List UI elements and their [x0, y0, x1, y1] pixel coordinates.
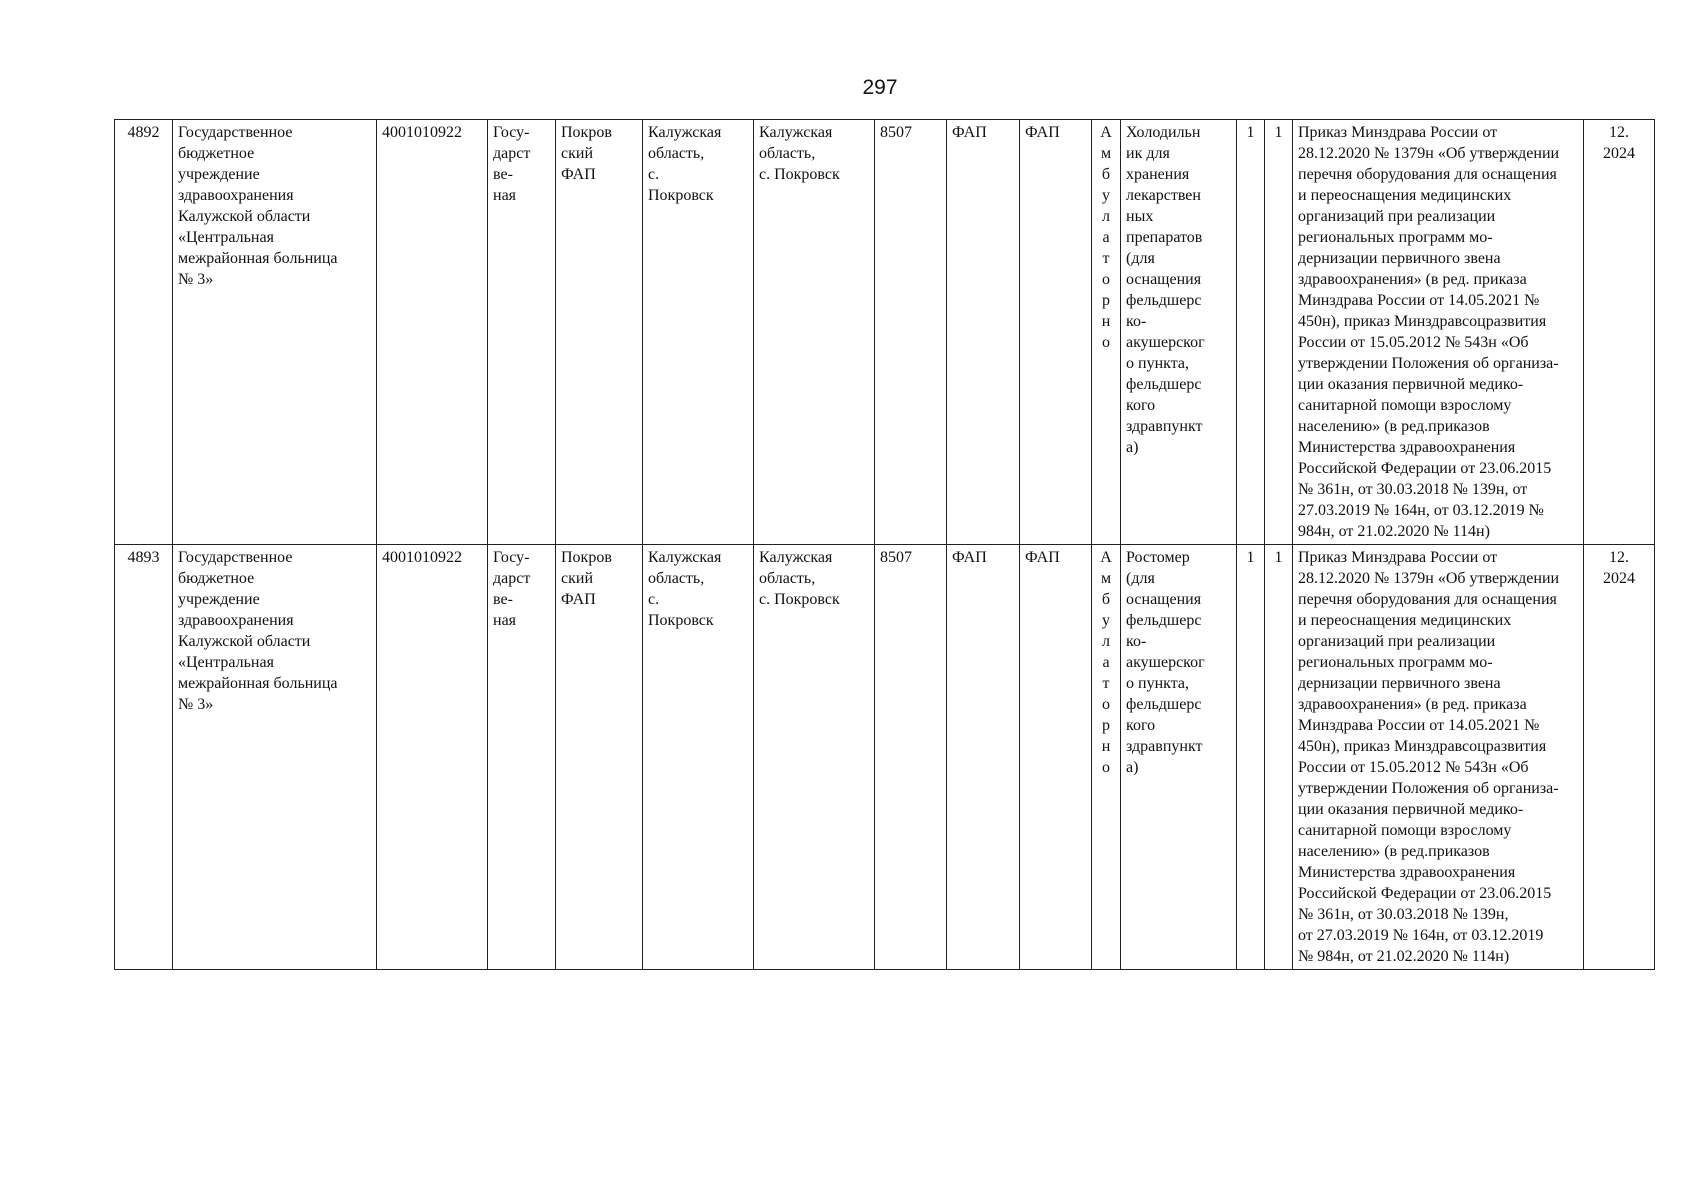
- organization-line: учреждение: [178, 166, 260, 183]
- quantity-cell: 1: [1237, 545, 1265, 970]
- organization-cell: [173, 545, 377, 970]
- equipment-line: о пункта,: [1126, 675, 1189, 692]
- basis-line: Министерства здравоохранения: [1298, 439, 1516, 456]
- basis-line: от 27.03.2019 № 164н, от 03.12.2019: [1298, 927, 1544, 944]
- equipment-line: (для: [1126, 250, 1155, 267]
- table-row: [115, 545, 1655, 970]
- address-line: область,: [759, 570, 816, 587]
- condition-letter: б: [1101, 591, 1111, 608]
- inn-cell: 4001010922: [377, 545, 488, 970]
- location-line: Покровск: [648, 187, 714, 204]
- basis-line: Приказ Минздрава России от: [1298, 549, 1498, 566]
- basis-line: и переоснащения медицинских: [1298, 187, 1512, 204]
- condition-letter: н: [1101, 313, 1111, 330]
- basis-line: Приказ Минздрава России от: [1298, 124, 1498, 141]
- type1-cell: ФАП: [947, 545, 1020, 970]
- organization-line: № 3»: [178, 696, 214, 713]
- organization-line: Калужской области: [178, 208, 311, 225]
- equipment-line: ик для: [1126, 145, 1170, 162]
- equipment-line: ных: [1126, 208, 1154, 225]
- condition-letter: м: [1100, 145, 1112, 162]
- quantity-cell-2: 1: [1265, 120, 1293, 545]
- organization-line: здравоохранения: [178, 612, 294, 629]
- basis-line: 450н), приказ Минздравсоцразвития: [1298, 738, 1547, 755]
- ownership-cell: [488, 120, 556, 545]
- basis-line: ции оказания первичной медико-: [1298, 801, 1524, 818]
- equipment-line: о пункта,: [1126, 355, 1189, 372]
- condition-letter: о: [1102, 271, 1110, 288]
- organization-line: Государственное: [178, 124, 293, 141]
- equipment-line: кого: [1126, 397, 1156, 414]
- equipment-cell: [1121, 120, 1237, 545]
- condition-letter: р: [1102, 292, 1110, 309]
- basis-line: Министерства здравоохранения: [1298, 864, 1516, 881]
- equipment-cell: [1121, 545, 1237, 970]
- row-number: 4893: [115, 545, 173, 970]
- legal-basis-cell: [1293, 545, 1584, 970]
- condition-letter: а: [1102, 654, 1110, 671]
- condition-letter: т: [1102, 250, 1110, 267]
- unit-line: ФАП: [561, 166, 596, 183]
- basis-line: 984н, от 21.02.2020 № 114н): [1298, 523, 1490, 540]
- inn-cell: 4001010922: [377, 120, 488, 545]
- basis-line: Российской Федерации от 23.06.2015: [1298, 885, 1552, 902]
- address-cell: [754, 545, 875, 970]
- deadline-cell: [1584, 120, 1655, 545]
- basis-line: перечня оборудования для оснащения: [1298, 591, 1557, 608]
- condition-letter: л: [1102, 633, 1110, 650]
- row-number: 4892: [115, 120, 173, 545]
- ownership-line: дарст: [493, 570, 531, 587]
- basis-line: 450н), приказ Минздравсоцразвития: [1298, 313, 1547, 330]
- condition-letter: у: [1102, 187, 1110, 204]
- basis-line: дернизации первичного звена: [1298, 250, 1501, 267]
- equipment-line: Холодильн: [1126, 124, 1201, 141]
- organization-line: Государственное: [178, 549, 293, 566]
- basis-line: ции оказания первичной медико-: [1298, 376, 1524, 393]
- location-line: область,: [648, 570, 705, 587]
- condition-letter: о: [1102, 696, 1110, 713]
- basis-line: № 361н, от 30.03.2018 № 139н,: [1298, 906, 1509, 923]
- location-line: Калужская: [648, 124, 722, 141]
- deadline-cell: [1584, 545, 1655, 970]
- address-line: Калужская: [759, 124, 833, 141]
- basis-line: санитарной помощи взрослому: [1298, 822, 1512, 839]
- type1-cell: ФАП: [947, 120, 1020, 545]
- basis-line: и переоснащения медицинских: [1298, 612, 1512, 629]
- address-line: с. Покровск: [759, 591, 840, 608]
- equipment-line: оснащения: [1126, 271, 1202, 288]
- basis-line: № 361н, от 30.03.2018 № 139н, от: [1298, 481, 1528, 498]
- ownership-line: ве-: [493, 166, 513, 183]
- basis-line: России от 15.05.2012 № 543н «Об: [1298, 759, 1529, 776]
- condition-letter: А: [1100, 549, 1112, 566]
- condition-letter: р: [1102, 717, 1110, 734]
- equipment-line: фельдшерс: [1126, 612, 1202, 629]
- basis-line: Российской Федерации от 23.06.2015: [1298, 460, 1552, 477]
- ownership-line: ная: [493, 612, 517, 629]
- equipment-line: здравпункт: [1126, 738, 1203, 755]
- ownership-line: Госу-: [493, 124, 530, 141]
- basis-line: утверждении Положения об организа-: [1298, 355, 1559, 372]
- quantity-cell-2: 1: [1265, 545, 1293, 970]
- organization-line: межрайонная больница: [178, 675, 338, 692]
- basis-line: Минздрава России от 14.05.2021 №: [1298, 292, 1540, 309]
- condition-letter: А: [1100, 124, 1112, 141]
- code-cell: 8507: [875, 120, 947, 545]
- ownership-line: ная: [493, 187, 517, 204]
- condition-letter: о: [1102, 759, 1110, 776]
- condition-letter: у: [1102, 612, 1110, 629]
- condition-letter: м: [1100, 570, 1112, 587]
- equipment-line: а): [1126, 439, 1139, 456]
- basis-line: дернизации первичного звена: [1298, 675, 1501, 692]
- deadline-line: 2024: [1603, 145, 1635, 162]
- quantity-cell: 1: [1237, 120, 1265, 545]
- organization-line: «Центральная: [178, 229, 274, 246]
- ownership-line: Госу-: [493, 549, 530, 566]
- organization-line: учреждение: [178, 591, 260, 608]
- location-cell: [643, 545, 754, 970]
- condition-letter: л: [1102, 208, 1110, 225]
- condition-letter: а: [1102, 229, 1110, 246]
- condition-letter: н: [1101, 738, 1111, 755]
- basis-line: Минздрава России от 14.05.2021 №: [1298, 717, 1540, 734]
- equipment-line: фельдшерс: [1126, 292, 1202, 309]
- ownership-cell: [488, 545, 556, 970]
- organization-line: здравоохранения: [178, 187, 294, 204]
- ownership-line: дарст: [493, 145, 531, 162]
- organization-line: «Центральная: [178, 654, 274, 671]
- basis-line: региональных программ мо-: [1298, 229, 1493, 246]
- equipment-line: Ростомер: [1126, 549, 1190, 566]
- basis-line: организаций при реализации: [1298, 633, 1496, 650]
- unit-line: Покров: [561, 124, 612, 141]
- equipment-line: лекарствен: [1126, 187, 1201, 204]
- location-cell: [643, 120, 754, 545]
- basis-line: 28.12.2020 № 1379н «Об утверждении: [1298, 145, 1560, 162]
- equipment-line: оснащения: [1126, 591, 1202, 608]
- legal-basis-cell: [1293, 120, 1584, 545]
- deadline-line: 12.: [1609, 549, 1629, 566]
- location-line: Калужская: [648, 549, 722, 566]
- basis-line: организаций при реализации: [1298, 208, 1496, 225]
- basis-line: перечня оборудования для оснащения: [1298, 166, 1557, 183]
- address-line: область,: [759, 145, 816, 162]
- page-number: 297: [862, 76, 898, 99]
- basis-line: региональных программ мо-: [1298, 654, 1493, 671]
- equipment-line: хранения: [1126, 166, 1190, 183]
- location-line: область,: [648, 145, 705, 162]
- condition-letter: т: [1102, 675, 1110, 692]
- equipment-line: фельдшерс: [1126, 376, 1202, 393]
- basis-line: здравоохранения» (в ред. приказа: [1298, 696, 1527, 713]
- basis-line: санитарной помощи взрослому: [1298, 397, 1512, 414]
- deadline-line: 12.: [1609, 124, 1629, 141]
- equipment-line: а): [1126, 759, 1139, 776]
- organization-line: бюджетное: [178, 145, 255, 162]
- condition-cell: [1092, 545, 1121, 970]
- unit-cell: [556, 545, 643, 970]
- unit-line: ский: [561, 570, 593, 587]
- organization-line: Калужской области: [178, 633, 311, 650]
- registry-table: [114, 119, 1655, 970]
- unit-line: ФАП: [561, 591, 596, 608]
- basis-line: 28.12.2020 № 1379н «Об утверждении: [1298, 570, 1560, 587]
- organization-line: межрайонная больница: [178, 250, 338, 267]
- condition-cell: [1092, 120, 1121, 545]
- basis-line: России от 15.05.2012 № 543н «Об: [1298, 334, 1529, 351]
- address-line: Калужская: [759, 549, 833, 566]
- equipment-line: ко-: [1126, 633, 1147, 650]
- basis-line: населению» (в ред.приказов: [1298, 843, 1490, 860]
- equipment-line: ко-: [1126, 313, 1147, 330]
- deadline-line: 2024: [1603, 570, 1635, 587]
- equipment-line: здравпункт: [1126, 418, 1203, 435]
- unit-cell: [556, 120, 643, 545]
- condition-letter: о: [1102, 334, 1110, 351]
- basis-line: 27.03.2019 № 164н, от 03.12.2019 №: [1298, 502, 1544, 519]
- equipment-line: акушерског: [1126, 654, 1205, 671]
- condition-letter: б: [1101, 166, 1111, 183]
- organization-line: бюджетное: [178, 570, 255, 587]
- equipment-line: фельдшерс: [1126, 696, 1202, 713]
- unit-line: Покров: [561, 549, 612, 566]
- location-line: с.: [648, 591, 660, 608]
- location-line: с.: [648, 166, 660, 183]
- equipment-line: препаратов: [1126, 229, 1203, 246]
- organization-cell: [173, 120, 377, 545]
- address-line: с. Покровск: [759, 166, 840, 183]
- unit-line: ский: [561, 145, 593, 162]
- address-cell: [754, 120, 875, 545]
- basis-line: утверждении Положения об организа-: [1298, 780, 1559, 797]
- basis-line: здравоохранения» (в ред. приказа: [1298, 271, 1527, 288]
- basis-line: населению» (в ред.приказов: [1298, 418, 1490, 435]
- location-line: Покровск: [648, 612, 714, 629]
- code-cell: 8507: [875, 545, 947, 970]
- ownership-line: ве-: [493, 591, 513, 608]
- equipment-line: акушерског: [1126, 334, 1205, 351]
- type2-cell: ФАП: [1020, 120, 1092, 545]
- equipment-line: кого: [1126, 717, 1156, 734]
- basis-line: № 984н, от 21.02.2020 № 114н): [1298, 948, 1510, 965]
- equipment-line: (для: [1126, 570, 1155, 587]
- type2-cell: ФАП: [1020, 545, 1092, 970]
- organization-line: № 3»: [178, 271, 214, 288]
- table-row: [115, 120, 1655, 545]
